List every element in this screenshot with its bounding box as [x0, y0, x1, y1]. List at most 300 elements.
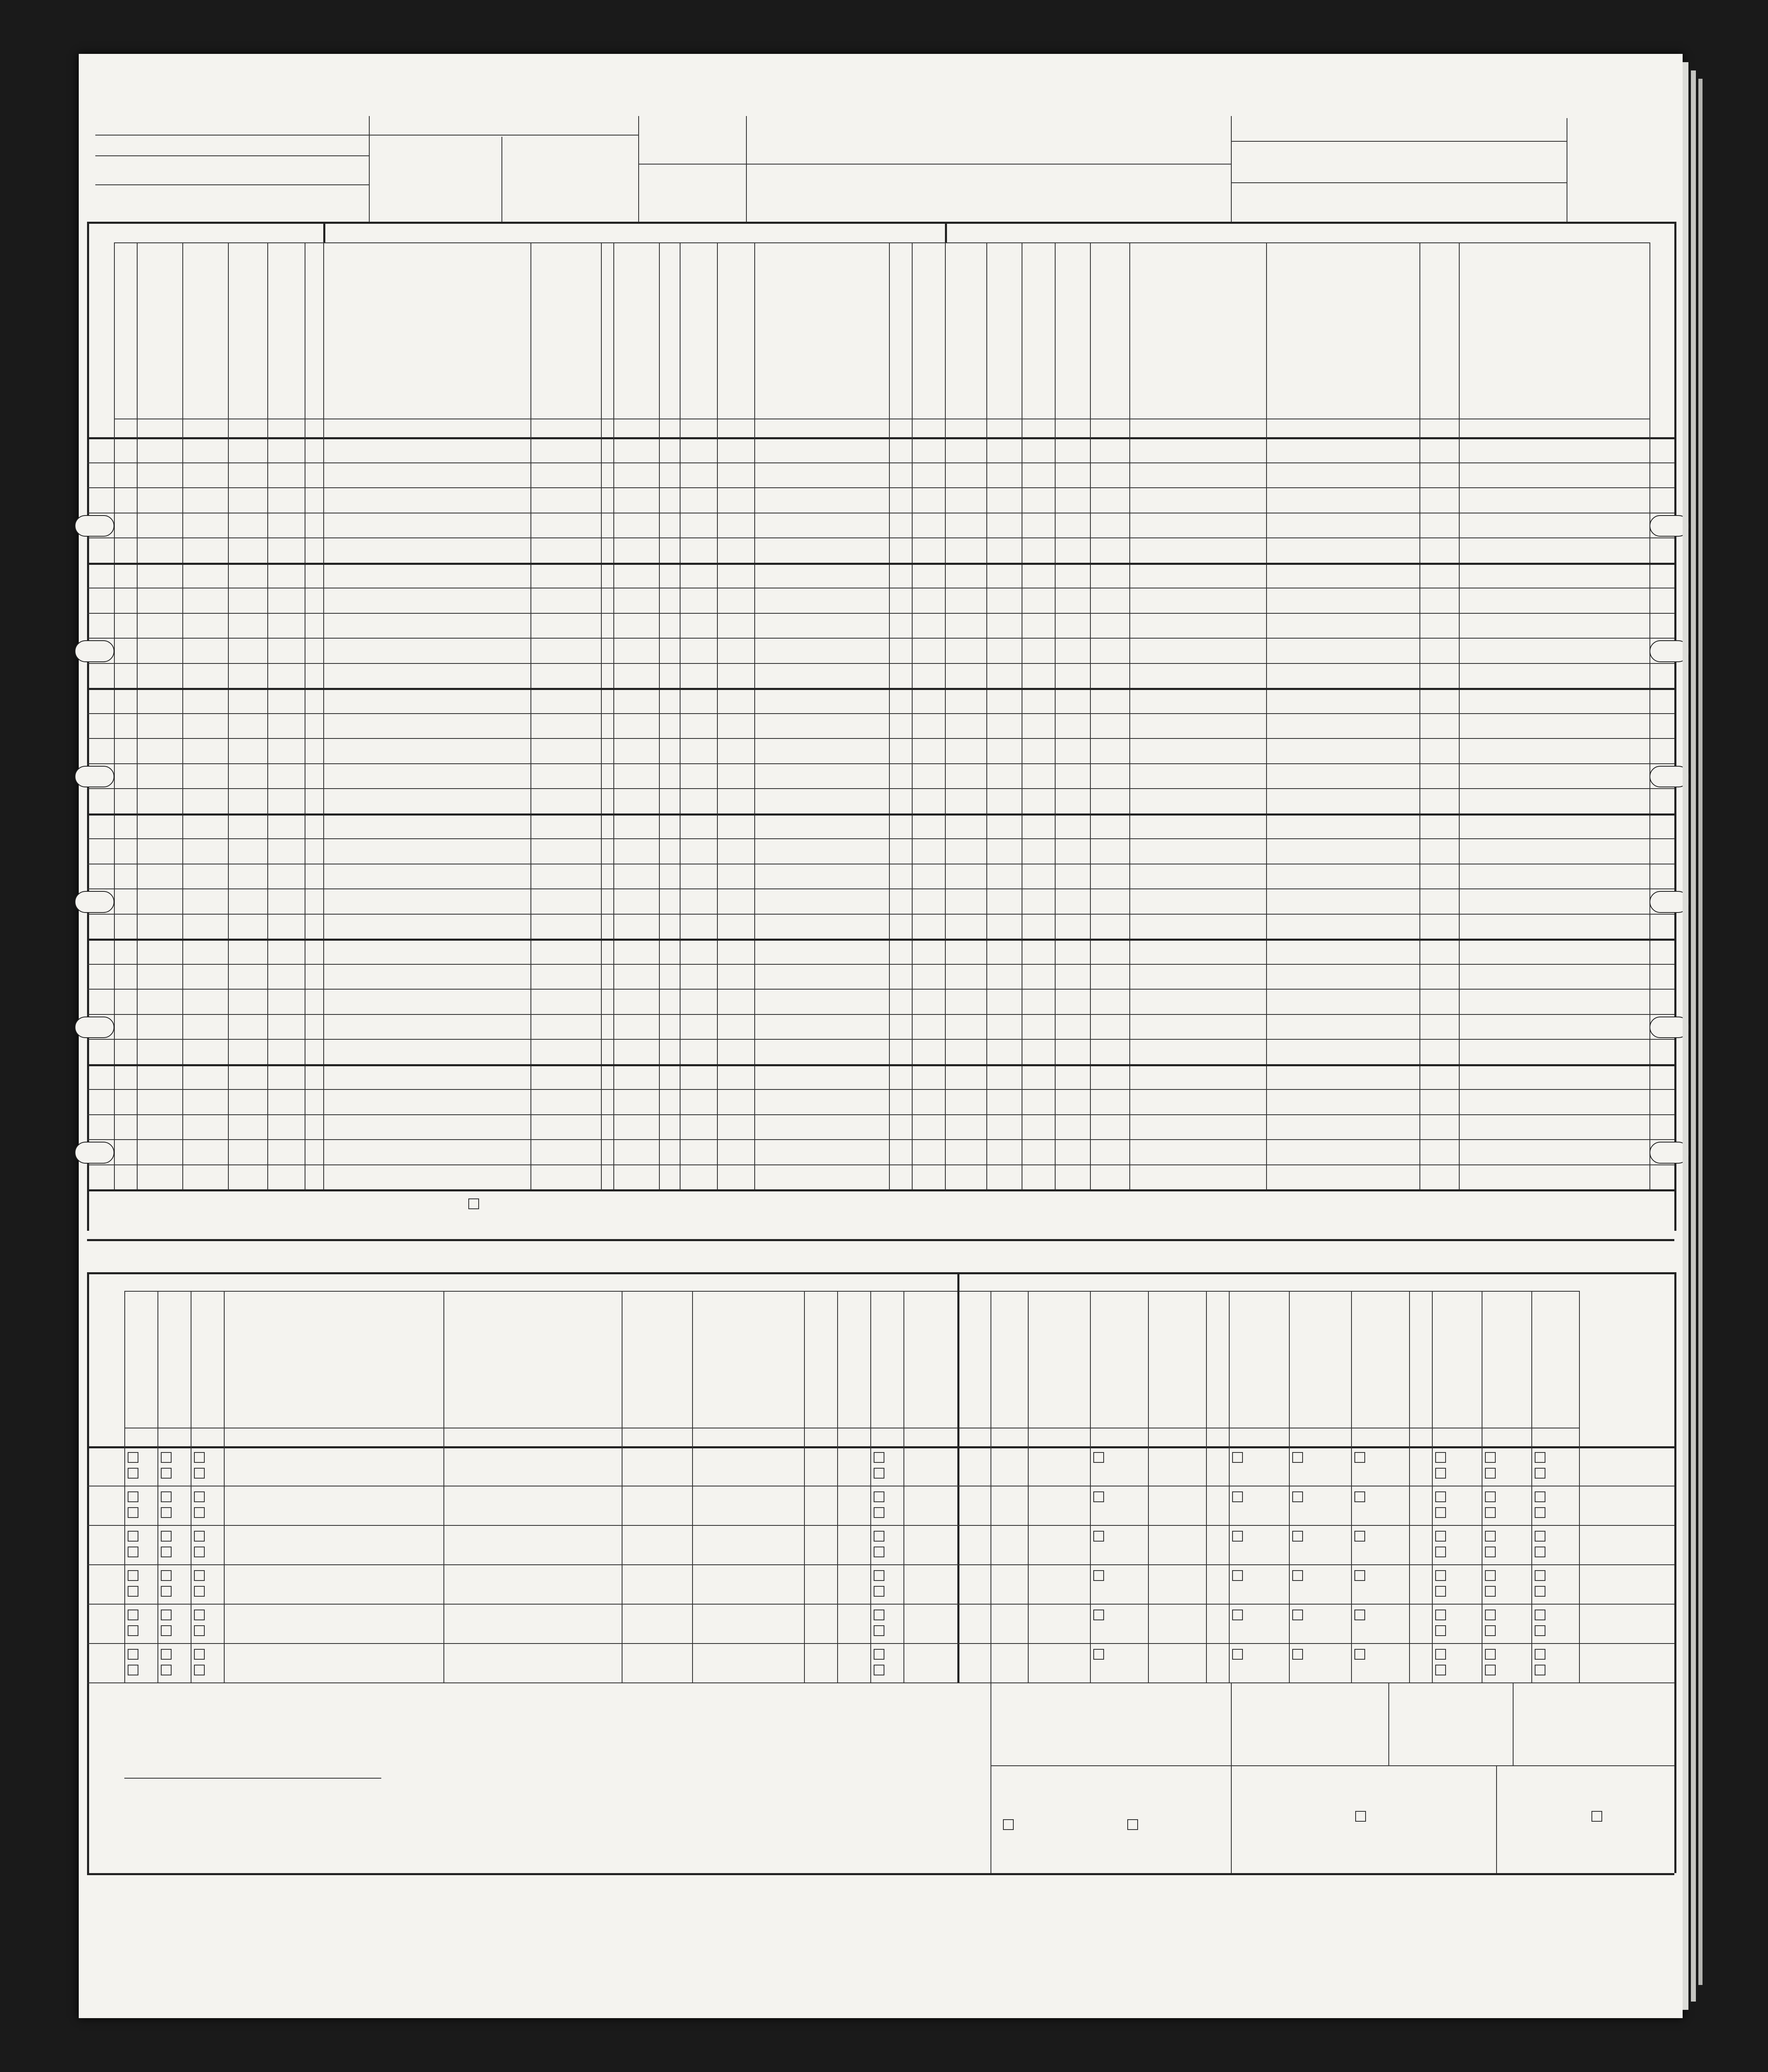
family-head-note [692, 1687, 1024, 1697]
has-job [1059, 867, 1092, 888]
industry [1270, 1042, 1422, 1063]
industry [1270, 616, 1422, 637]
q37-value [1272, 1803, 1297, 1823]
office-code [1461, 767, 1565, 788]
age [686, 792, 719, 813]
rule-line [87, 1164, 1674, 1165]
sample-yes-checkbox[interactable] [194, 1491, 205, 1502]
class-of-worker [1428, 716, 1457, 738]
sample-no-checkbox[interactable] [128, 1665, 138, 1675]
acres-answer [271, 1067, 306, 1089]
mother-label [695, 1586, 732, 1596]
census-title [767, 199, 1223, 222]
family-none-checkbox[interactable] [1292, 1649, 1303, 1660]
hours-worked [1098, 942, 1131, 963]
sample-yes-checkbox[interactable] [194, 1570, 205, 1581]
column-header-12 [719, 247, 753, 412]
sample-yes-checkbox[interactable] [161, 1570, 172, 1581]
has-job [1059, 566, 1092, 587]
sample-no-checkbox[interactable] [194, 1625, 205, 1636]
leave-blank-label [1459, 396, 1649, 412]
no-label [139, 1467, 156, 1477]
looking-for-work [1026, 1067, 1057, 1089]
office-code [1461, 1017, 1565, 1038]
class-of-worker [1428, 867, 1457, 888]
acres-answer [271, 516, 306, 537]
war-no-checkbox[interactable] [1435, 1665, 1446, 1675]
f-code [1207, 1494, 1229, 1517]
no-label [885, 1546, 902, 1556]
birthplace [758, 1092, 891, 1113]
yes-label [885, 1451, 902, 1461]
worked-last-week [991, 616, 1024, 637]
family-none-checkbox[interactable] [1292, 1610, 1303, 1620]
rule-line [87, 964, 1674, 965]
family-none-checkbox[interactable] [1354, 1531, 1365, 1542]
farm-answer [232, 1168, 267, 1189]
finish-yes-checkbox[interactable] [874, 1610, 884, 1620]
has-job [1059, 641, 1092, 662]
farm-answer [232, 1017, 267, 1038]
war-no-checkbox[interactable] [1435, 1507, 1446, 1518]
sex [662, 1118, 681, 1139]
has-job [1059, 441, 1092, 462]
no-label [206, 1546, 222, 1556]
sample-no-checkbox[interactable] [128, 1468, 138, 1479]
rule-line [87, 638, 1674, 639]
rule-line [87, 713, 1674, 714]
sample-no-checkbox[interactable] [128, 1586, 138, 1597]
war-yes-checkbox[interactable] [1485, 1452, 1496, 1463]
office-code [1461, 1042, 1565, 1063]
finish-yes-checkbox[interactable] [874, 1649, 884, 1660]
activity [949, 967, 986, 988]
sample-yes-checkbox[interactable] [161, 1491, 172, 1502]
war-yes-checkbox[interactable] [1485, 1649, 1496, 1660]
looking-for-work [1026, 466, 1057, 487]
state-value [203, 107, 369, 130]
occupation [1133, 1042, 1266, 1063]
office-code [1461, 1067, 1565, 1089]
race [624, 1118, 657, 1139]
family-none-checkbox[interactable] [1292, 1491, 1303, 1502]
family-none-checkbox[interactable] [1354, 1452, 1365, 1463]
sample-yes-checkbox[interactable] [128, 1570, 138, 1581]
family-none-checkbox[interactable] [1232, 1610, 1243, 1620]
sample-column-number-32b [1289, 1430, 1351, 1442]
acres-answer [271, 666, 306, 687]
activity [949, 591, 986, 612]
war-yes-checkbox[interactable] [1485, 1531, 1496, 1542]
acres-answer [271, 741, 306, 762]
family-none-checkbox[interactable] [1354, 1649, 1365, 1660]
no-children-checkbox[interactable] [1591, 1811, 1602, 1822]
sample-fourteen-title [957, 1276, 1579, 1288]
war-yes-checkbox[interactable] [1435, 1570, 1446, 1581]
no-label [206, 1585, 222, 1595]
parent-code [806, 1494, 837, 1519]
occupation [1133, 1067, 1266, 1089]
age [686, 917, 719, 938]
occupation [1133, 892, 1266, 913]
serial-number [186, 491, 224, 512]
war-no-checkbox[interactable] [1535, 1507, 1545, 1518]
sample-yes-checkbox[interactable] [194, 1452, 205, 1463]
county-label [226, 1646, 276, 1656]
rule-line [87, 788, 1674, 789]
war-yes-checkbox[interactable] [1535, 1452, 1545, 1463]
age [686, 691, 719, 712]
occupation [1133, 817, 1266, 838]
sample-yes-checkbox[interactable] [161, 1649, 172, 1660]
industry [1270, 591, 1422, 612]
war-yes-checkbox[interactable] [1535, 1570, 1545, 1581]
q36-yes-checkbox[interactable] [1003, 1819, 1014, 1830]
age [686, 817, 719, 838]
class-of-worker [1428, 491, 1457, 512]
sample-yes-checkbox[interactable] [161, 1452, 172, 1463]
war-no-checkbox[interactable] [1435, 1547, 1446, 1557]
looking-for-work [1026, 892, 1057, 913]
yes-label [206, 1530, 222, 1540]
family-none-checkbox[interactable] [1354, 1491, 1365, 1502]
house-number [138, 942, 180, 963]
sample-no-checkbox[interactable] [161, 1547, 172, 1557]
age [686, 616, 719, 637]
birthplace [758, 541, 891, 562]
family-none-checkbox[interactable] [1354, 1610, 1365, 1620]
class-of-worker [1428, 1118, 1457, 1139]
age [686, 892, 719, 913]
house-number [138, 566, 180, 587]
none-checkbox[interactable] [1093, 1452, 1104, 1463]
sex [662, 491, 681, 512]
family-none-checkbox[interactable] [1232, 1531, 1243, 1542]
household-continued-checkbox[interactable] [468, 1198, 479, 1209]
marital-status [721, 491, 756, 512]
q35a-value [1239, 1716, 1388, 1736]
sample-no-checkbox[interactable] [194, 1547, 205, 1557]
war-yes-checkbox[interactable] [1435, 1649, 1446, 1660]
war-no-checkbox[interactable] [1485, 1625, 1496, 1636]
sample-no-checkbox[interactable] [194, 1665, 205, 1675]
family-none-checkbox[interactable] [1232, 1570, 1243, 1581]
rule-line [443, 1291, 444, 1682]
sample-no-checkbox[interactable] [128, 1507, 138, 1518]
war-yes-checkbox[interactable] [1485, 1491, 1496, 1502]
war-no-checkbox[interactable] [1485, 1507, 1496, 1518]
rule-line [1090, 1291, 1091, 1682]
finish-no-checkbox[interactable] [874, 1507, 884, 1518]
war-yes-checkbox[interactable] [1535, 1649, 1545, 1660]
sample-line-label [87, 1322, 120, 1426]
serial-number [186, 867, 224, 888]
family-none-checkbox[interactable] [1232, 1491, 1243, 1502]
sample-yes-checkbox[interactable] [128, 1491, 138, 1502]
industry [1270, 792, 1422, 813]
activity [949, 666, 986, 687]
birthplace [758, 466, 891, 487]
street-name [118, 437, 143, 562]
none-checkbox[interactable] [1093, 1491, 1104, 1502]
sample-line-number [93, 1616, 118, 1629]
none-checkbox[interactable] [1093, 1649, 1104, 1660]
sheet-edge [1698, 79, 1703, 1985]
house-number [138, 1017, 180, 1038]
sample-line-number [1585, 1577, 1610, 1589]
line-number [1652, 670, 1674, 683]
war-yes-checkbox[interactable] [1435, 1610, 1446, 1620]
worked-last-week [991, 892, 1024, 913]
sample-column-number-25 [692, 1430, 804, 1442]
race [624, 992, 657, 1013]
q35a-label [1235, 1687, 1393, 1711]
war-no-checkbox[interactable] [1435, 1586, 1446, 1597]
class-of-worker [1428, 641, 1457, 662]
relationship [534, 666, 602, 687]
war-no-checkbox[interactable] [1485, 1586, 1496, 1597]
serial-number [186, 817, 224, 838]
sample-no-checkbox[interactable] [194, 1586, 205, 1597]
relationship [534, 516, 602, 537]
sex [662, 892, 681, 913]
rule-line [87, 1189, 1674, 1191]
line-number [1652, 921, 1674, 934]
none-label [1604, 1811, 1637, 1821]
column-header-7 [325, 247, 529, 412]
yes-label [206, 1491, 222, 1501]
birthplace-code [891, 441, 912, 462]
birthplace [758, 616, 891, 637]
none-checkbox[interactable] [1093, 1531, 1104, 1542]
line-number [89, 971, 112, 984]
farm-answer [232, 1067, 267, 1089]
war-no-checkbox[interactable] [1535, 1625, 1545, 1636]
other-income [1152, 1455, 1208, 1478]
none-checkbox[interactable] [1093, 1610, 1104, 1620]
person-name [327, 616, 530, 637]
house-number [138, 641, 180, 662]
has-job [1059, 942, 1092, 963]
sample-yes-checkbox[interactable] [161, 1610, 172, 1620]
sample-yes-checkbox[interactable] [128, 1649, 138, 1660]
office-code [1461, 616, 1565, 637]
war-no-checkbox[interactable] [1435, 1468, 1446, 1479]
family-none-checkbox[interactable] [1232, 1452, 1243, 1463]
finish-no-checkbox[interactable] [874, 1665, 884, 1675]
activity [949, 792, 986, 813]
rule-line [638, 116, 639, 222]
sample-column-number-33b [1482, 1430, 1531, 1442]
family-none-checkbox[interactable] [1232, 1649, 1243, 1660]
war-yes-checkbox[interactable] [1435, 1491, 1446, 1502]
sample-no-checkbox[interactable] [128, 1625, 138, 1636]
hours-worked [1098, 867, 1131, 888]
occupation [1133, 466, 1266, 487]
family-none-checkbox[interactable] [1292, 1452, 1303, 1463]
line-number [89, 695, 112, 708]
weeks-label [960, 1472, 993, 1482]
war-yes-checkbox[interactable] [1485, 1570, 1496, 1581]
column-number-1 [114, 421, 137, 433]
office-code [1461, 566, 1565, 587]
sample-no-checkbox[interactable] [194, 1507, 205, 1518]
finish-yes-checkbox[interactable] [874, 1452, 884, 1463]
none-checkbox[interactable] [1093, 1570, 1104, 1581]
sex [662, 842, 681, 863]
house-number [138, 992, 180, 1013]
sample-no-checkbox[interactable] [161, 1468, 172, 1479]
sample-no-checkbox[interactable] [194, 1468, 205, 1479]
age [686, 516, 719, 537]
office-code [1461, 741, 1565, 762]
occupation [1133, 1017, 1266, 1038]
serial-number [186, 1168, 224, 1189]
war-no-checkbox[interactable] [1485, 1468, 1496, 1479]
item-26-note [381, 1687, 671, 1697]
no-label [172, 1624, 189, 1634]
sample-yes-checkbox[interactable] [128, 1531, 138, 1542]
no-label [206, 1664, 222, 1674]
less-than-year-checkbox[interactable] [1355, 1811, 1366, 1822]
rule-line [87, 563, 1674, 565]
class-of-worker [1428, 666, 1457, 687]
marital-status [721, 992, 756, 1013]
farm-answer [232, 992, 267, 1013]
farm-answer [232, 691, 267, 712]
serial-number [186, 1067, 224, 1089]
leave-blank-label [1409, 1401, 1432, 1421]
acres-answer [271, 1118, 306, 1139]
occupation [1133, 541, 1266, 562]
rule-line [87, 1604, 1674, 1605]
finish-no-checkbox[interactable] [874, 1625, 884, 1636]
yes-label [885, 1530, 902, 1540]
age [686, 842, 719, 863]
house-number [138, 591, 180, 612]
hours-worked [1098, 741, 1131, 762]
relationship [534, 767, 602, 788]
looking-for-work [1026, 516, 1057, 537]
person-name [327, 992, 530, 1013]
finish-yes-checkbox[interactable] [874, 1491, 884, 1502]
father-label [695, 1489, 732, 1499]
industry [1270, 1143, 1422, 1164]
finish-yes-checkbox[interactable] [874, 1531, 884, 1542]
war-yes-checkbox[interactable] [1435, 1531, 1446, 1542]
war-yes-checkbox[interactable] [1435, 1452, 1446, 1463]
serial-number [186, 516, 224, 537]
war-yes-checkbox[interactable] [1535, 1531, 1545, 1542]
war-yes-checkbox[interactable] [1535, 1491, 1545, 1502]
person-name [327, 491, 530, 512]
war-yes-checkbox[interactable] [1535, 1610, 1545, 1620]
war-no-checkbox[interactable] [1535, 1665, 1545, 1675]
race [624, 741, 657, 762]
column-header-20a [1131, 247, 1264, 412]
line-number [1652, 570, 1674, 583]
industry [1270, 466, 1422, 487]
marital-status [721, 566, 756, 587]
sample-no-checkbox[interactable] [161, 1586, 172, 1597]
mother-birthplace [731, 1464, 806, 1484]
finish-no-checkbox[interactable] [874, 1468, 884, 1479]
marital-status [721, 616, 756, 637]
class-of-worker [1428, 842, 1457, 863]
sample-yes-checkbox[interactable] [128, 1610, 138, 1620]
crew-leader-label [1372, 203, 1455, 214]
sex [662, 466, 681, 487]
sample-column-header-32b [1290, 1295, 1350, 1419]
sample-no-checkbox[interactable] [128, 1547, 138, 1557]
sample-yes-checkbox[interactable] [194, 1610, 205, 1620]
sex [662, 666, 681, 687]
finish-no-checkbox[interactable] [874, 1586, 884, 1597]
class-of-worker [1428, 1067, 1457, 1089]
family-none-checkbox[interactable] [1292, 1531, 1303, 1542]
line-number [89, 670, 112, 683]
war-no-checkbox[interactable] [1485, 1547, 1496, 1557]
column-header-8 [532, 247, 599, 412]
war-no-checkbox[interactable] [1485, 1665, 1496, 1675]
birthplace [758, 1042, 891, 1063]
finish-yes-checkbox[interactable] [874, 1570, 884, 1581]
hours-worked [1098, 491, 1131, 512]
acres-answer [271, 716, 306, 738]
class-of-worker [1428, 741, 1457, 762]
activity [949, 1067, 986, 1089]
birthplace-code [891, 967, 912, 988]
line-number [89, 1097, 112, 1109]
district-label [211, 1782, 290, 1807]
war-yes-checkbox[interactable] [1485, 1610, 1496, 1620]
relationship [534, 867, 602, 888]
war-no-checkbox[interactable] [1435, 1625, 1446, 1636]
sample-column-number-22 [157, 1430, 191, 1442]
sample-no-checkbox[interactable] [161, 1625, 172, 1636]
war-no-checkbox[interactable] [1535, 1468, 1545, 1479]
sample-yes-checkbox[interactable] [194, 1531, 205, 1542]
birthplace [758, 792, 891, 813]
looking-for-work [1026, 1092, 1057, 1113]
industry [1270, 917, 1422, 938]
sample-no-checkbox[interactable] [161, 1507, 172, 1518]
looking-for-work [1026, 1168, 1057, 1189]
farm-answer [232, 516, 267, 537]
activity [949, 767, 986, 788]
rule-line [1148, 1291, 1149, 1682]
birthplace [758, 842, 891, 863]
sample-no-checkbox[interactable] [161, 1665, 172, 1675]
person-name [327, 817, 530, 838]
office-code [1461, 491, 1565, 512]
q36-no-checkbox[interactable] [1127, 1819, 1138, 1830]
war-no-checkbox[interactable] [1535, 1586, 1545, 1597]
relationship [534, 591, 602, 612]
finish-no-checkbox[interactable] [874, 1547, 884, 1557]
sample-yes-checkbox[interactable] [194, 1649, 205, 1660]
grade-attended [840, 1652, 872, 1677]
sample-yes-checkbox[interactable] [161, 1531, 172, 1542]
f-code [1207, 1612, 1229, 1635]
sample-yes-checkbox[interactable] [128, 1452, 138, 1463]
person-name [327, 917, 530, 938]
family-none-checkbox[interactable] [1292, 1570, 1303, 1581]
war-no-checkbox[interactable] [1535, 1547, 1545, 1557]
class-of-worker [1428, 691, 1457, 712]
family-none-checkbox[interactable] [1354, 1570, 1365, 1581]
activity [949, 1168, 986, 1189]
